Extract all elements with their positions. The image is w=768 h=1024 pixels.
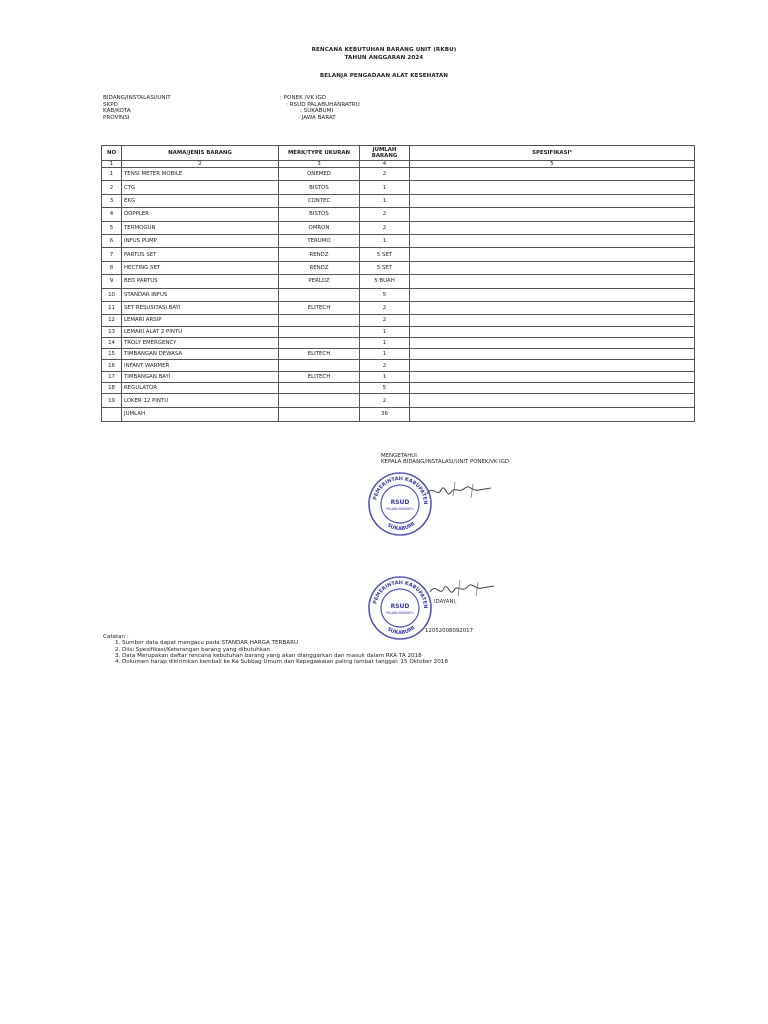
row-jumlah-cell: 5 <box>360 383 410 394</box>
col-header-nama: NAMA/JENIS BARANG <box>122 146 279 161</box>
meta-value: : RSUD PALABUHANRATRU <box>286 101 360 108</box>
rkbu-table <box>101 145 695 422</box>
table-header-row <box>102 146 695 161</box>
row-jumlah-cell: 2 <box>360 394 410 407</box>
stamp-text-mid: RSUD <box>390 499 410 506</box>
row-spek-cell <box>410 371 695 382</box>
row-spek-cell <box>410 168 695 181</box>
doc-year: TAHUN ANGGARAN 2024 <box>344 55 424 61</box>
row-no-cell: 15 <box>102 349 122 360</box>
row-nama-cell: CTG <box>122 181 279 194</box>
row-merk-cell <box>279 360 360 371</box>
table-row <box>102 371 695 382</box>
note-item <box>103 659 448 665</box>
row-no-cell: 19 <box>102 394 122 407</box>
row-no-cell: 16 <box>102 360 122 371</box>
row-spek-cell <box>410 275 695 288</box>
row-spek-cell <box>410 383 695 394</box>
row-nama-cell: BED PARTUS <box>122 275 279 288</box>
stamp-text-top: PEMERINTAH KABUPATEN <box>372 579 429 609</box>
row-nama-cell: TIMBANGAN BAYI <box>122 371 279 382</box>
doc-subtitle: BELANJA PENGADAAN ALAT KESEHATAN <box>319 73 449 79</box>
col-header-spesifikasi: SPESIFIKASI² <box>410 146 695 161</box>
table-row <box>102 349 695 360</box>
row-nama-cell: INFUS PUMP <box>122 234 279 247</box>
official-stamp-bottom <box>366 574 434 642</box>
row-jumlah-cell: 2 <box>360 208 410 221</box>
row-spek-cell <box>410 301 695 314</box>
row-nama-cell: LEMARI ARSIP <box>122 315 279 326</box>
note-number: 2. <box>115 646 121 653</box>
row-jumlah-cell: 5 <box>360 288 410 301</box>
table-row <box>102 275 695 288</box>
row-merk-cell <box>279 288 360 301</box>
signer-name: IDAYANI, <box>434 599 457 605</box>
col-header-no: NO <box>102 146 122 161</box>
meta-value: : JAWA BARAT <box>298 114 336 121</box>
row-nama-cell: STANDAR INFUS <box>122 288 279 301</box>
row-no-cell: 6 <box>102 234 122 247</box>
row-merk-cell <box>279 394 360 407</box>
row-merk-cell: BISTOS <box>279 181 360 194</box>
row-merk-cell <box>279 383 360 394</box>
note-number: 4. <box>115 659 121 666</box>
row-spek-cell <box>410 315 695 326</box>
row-nama-cell: INFANT WARMER <box>122 360 279 371</box>
table-row <box>102 181 695 194</box>
notes-list <box>103 640 448 665</box>
row-no-cell: 1 <box>102 168 122 181</box>
row-merk-cell <box>279 315 360 326</box>
row-jumlah-cell: 5 SET <box>360 248 410 261</box>
row-no-cell: 4 <box>102 208 122 221</box>
signer-nip: 12052008092017 <box>425 628 474 634</box>
note-text: Data Merupakan daftar rencana kebutuhan barang yang akan dianggarkan dan masuk dalam RKA TA 2018 <box>122 652 422 659</box>
row-jumlah-cell: 2 <box>360 360 410 371</box>
meta-label: PROVINSI <box>103 114 130 121</box>
row-no-cell: 7 <box>102 248 122 261</box>
row-jumlah-cell: 5 BUAH <box>360 275 410 288</box>
row-spek-cell <box>410 394 695 407</box>
row-spek-cell <box>410 181 695 194</box>
table-index-row <box>102 161 695 168</box>
total-spek-cell <box>410 407 695 421</box>
table-row <box>102 301 695 314</box>
row-nama-cell: LOKER 12 PINTU <box>122 394 279 407</box>
stamp-text-mid: RSUD <box>390 603 410 610</box>
table-row <box>102 248 695 261</box>
note-text: Dokumen harap dikirimkan kembali ke Ka Subbag Umum dan Kepegawaian paling lambat tanggal: 15 Oktober 2018 <box>122 659 448 666</box>
note-text: Diisi Spesifikasi/Keterangan barang yang dibutuhkan <box>122 646 270 653</box>
table-row <box>102 194 695 207</box>
table-total-row <box>102 407 695 421</box>
note-number: 1. <box>115 640 121 647</box>
table-row <box>102 221 695 234</box>
meta-value: : SUKABUMI <box>300 108 334 115</box>
row-nama-cell: HECTING SET <box>122 261 279 274</box>
stamp-text-bottom: SUKABUMI <box>386 625 417 637</box>
col-header-merk: MERK/TYPE UKURAN <box>279 146 360 161</box>
row-nama-cell: REGULATOR <box>122 383 279 394</box>
table-row <box>102 315 695 326</box>
row-no-cell: 3 <box>102 194 122 207</box>
stamp-text-top: PEMERINTAH KABUPATEN <box>372 475 429 505</box>
row-merk-cell: PERLOZ <box>279 275 360 288</box>
stamp-text-sub: PALABUHANRATU <box>386 611 414 615</box>
row-jumlah-cell: 1 <box>360 194 410 207</box>
row-no-cell: 14 <box>102 337 122 348</box>
total-value: 36 <box>360 407 410 421</box>
row-merk-cell <box>279 337 360 348</box>
row-spek-cell <box>410 234 695 247</box>
table-row <box>102 261 695 274</box>
meta-label: BIDANG/INSTALASI/UNIT <box>103 95 171 101</box>
row-nama-cell: DOPPLER <box>122 208 279 221</box>
signature-scribble-top <box>425 476 495 506</box>
index-cell: 2 <box>122 161 279 168</box>
meta-value: : PONEK /VK IGD <box>280 95 327 101</box>
row-merk-cell: ONEMED <box>279 168 360 181</box>
row-nama-cell: SET RESUSITASI BAYI <box>122 301 279 314</box>
index-cell: 3 <box>279 161 360 168</box>
table-row <box>102 326 695 337</box>
row-nama-cell: TIMBANGAN DEWASA <box>122 349 279 360</box>
row-merk-cell: BISTOS <box>279 208 360 221</box>
notes-title: Catatan : <box>103 634 129 640</box>
stamp-text-sub: PALABUHANRATU <box>386 507 414 511</box>
row-no-cell: 2 <box>102 181 122 194</box>
row-nama-cell: LEMARI ALAT 2 PINTU <box>122 326 279 337</box>
row-merk-cell: RENDZ <box>279 248 360 261</box>
stamp-text-bottom: SUKABUMI <box>386 521 417 533</box>
row-merk-cell: ELITECH <box>279 349 360 360</box>
table-row <box>102 288 695 301</box>
row-jumlah-cell: 5 SET <box>360 261 410 274</box>
table-row <box>102 234 695 247</box>
meta-label: KAB/KOTA <box>103 108 131 115</box>
row-nama-cell: PARTUS SET <box>122 248 279 261</box>
total-no-cell <box>102 407 122 421</box>
row-merk-cell: CONTEC <box>279 194 360 207</box>
row-no-cell: 11 <box>102 301 122 314</box>
doc-title: RENCANA KEBUTUHAN BARANG UNIT (RKBU) <box>311 47 457 53</box>
row-spek-cell <box>410 288 695 301</box>
row-no-cell: 18 <box>102 383 122 394</box>
official-stamp-top <box>366 470 434 538</box>
row-merk-cell: ELITECH <box>279 371 360 382</box>
row-no-cell: 13 <box>102 326 122 337</box>
row-jumlah-cell: 1 <box>360 349 410 360</box>
row-jumlah-cell: 1 <box>360 326 410 337</box>
meta-label: SKPD <box>103 101 118 108</box>
row-merk-cell: ELITECH <box>279 301 360 314</box>
row-merk-cell <box>279 326 360 337</box>
row-merk-cell: TERUMO <box>279 234 360 247</box>
row-spek-cell <box>410 261 695 274</box>
table-row <box>102 394 695 407</box>
table-row <box>102 383 695 394</box>
row-jumlah-cell: 2 <box>360 221 410 234</box>
total-merk-cell <box>279 407 360 421</box>
table-row <box>102 360 695 371</box>
index-cell: 5 <box>410 161 695 168</box>
table-row <box>102 168 695 181</box>
row-spek-cell <box>410 221 695 234</box>
row-spek-cell <box>410 248 695 261</box>
row-no-cell: 17 <box>102 371 122 382</box>
note-number: 3. <box>115 652 121 659</box>
row-no-cell: 8 <box>102 261 122 274</box>
row-nama-cell: EKG <box>122 194 279 207</box>
notes-block <box>103 634 448 665</box>
row-merk-cell: OMRON <box>279 221 360 234</box>
row-nama-cell: TENSI METER MOBILE <box>122 168 279 181</box>
row-nama-cell: TROLY EMERGENCY <box>122 337 279 348</box>
row-no-cell: 12 <box>102 315 122 326</box>
table-row <box>102 337 695 348</box>
row-no-cell: 5 <box>102 221 122 234</box>
row-jumlah-cell: 1 <box>360 371 410 382</box>
row-jumlah-cell: 1 <box>360 337 410 348</box>
note-text: Sumber data dapat mengacu pada STANDAR HARGA TERBARU <box>122 640 299 647</box>
row-jumlah-cell: 1 <box>360 234 410 247</box>
col-header-jumlah: JUMLAH BARANG <box>360 146 410 161</box>
row-spek-cell <box>410 337 695 348</box>
signature-line2: KEPALA BIDANG/INSTALASI/UNIT PONEK/VK IGD <box>381 459 510 466</box>
row-spek-cell <box>410 208 695 221</box>
row-no-cell: 9 <box>102 275 122 288</box>
row-spek-cell <box>410 194 695 207</box>
signature-line1: MENGETAHUI <box>381 453 417 459</box>
row-spek-cell <box>410 326 695 337</box>
row-no-cell: 10 <box>102 288 122 301</box>
row-jumlah-cell: 1 <box>360 181 410 194</box>
row-jumlah-cell: 2 <box>360 315 410 326</box>
total-label: JUMLAH <box>122 407 279 421</box>
row-spek-cell <box>410 349 695 360</box>
table-body <box>102 168 695 408</box>
row-spek-cell <box>410 360 695 371</box>
table-row <box>102 208 695 221</box>
row-merk-cell: RENDZ <box>279 261 360 274</box>
row-jumlah-cell: 2 <box>360 168 410 181</box>
index-cell: 4 <box>360 161 410 168</box>
row-nama-cell: TERMOGUN <box>122 221 279 234</box>
row-jumlah-cell: 2 <box>360 301 410 314</box>
signature-block <box>381 453 509 465</box>
index-cell: 1 <box>102 161 122 168</box>
